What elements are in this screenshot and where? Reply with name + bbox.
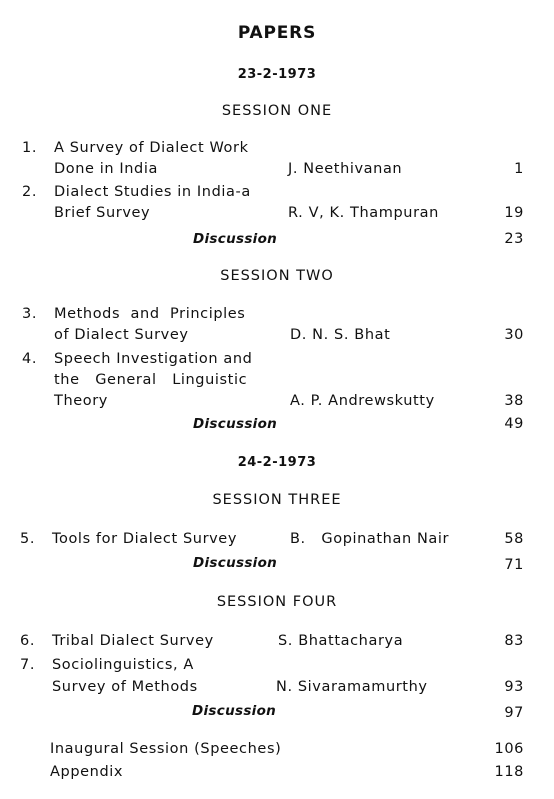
- entry-page-number: 93: [504, 679, 524, 695]
- discussion-label: Discussion: [192, 703, 277, 719]
- entry-title-line: Methods and Principles: [54, 306, 246, 322]
- entry-number: 4.: [22, 351, 38, 367]
- entry-title-line: Speech Investigation and: [54, 351, 253, 367]
- entry-page-number: 83: [504, 633, 524, 649]
- entry-author: B. Gopinathan Nair: [290, 531, 450, 547]
- session-heading: SESSION THREE: [212, 492, 342, 508]
- session-heading: SESSION TWO: [220, 268, 334, 284]
- entry-page-number: 30: [504, 327, 524, 343]
- entry-number: 7.: [20, 657, 36, 673]
- entry-title-line: A Survey of Dialect Work: [54, 140, 249, 156]
- entry-title-line: Brief Survey: [54, 205, 151, 221]
- entry-title-line: Theory: [54, 393, 108, 409]
- back-matter-page-number: 118: [494, 764, 524, 780]
- discussion-label: Discussion: [193, 555, 278, 571]
- entry-author: S. Bhattacharya: [278, 633, 404, 649]
- entry-page-number: 58: [504, 531, 524, 547]
- discussion-page-number: 23: [504, 231, 524, 247]
- session-heading: SESSION ONE: [221, 103, 333, 119]
- session-heading: SESSION FOUR: [216, 594, 338, 610]
- entry-number: 5.: [20, 531, 36, 547]
- entry-title-line: Survey of Methods: [52, 679, 198, 695]
- discussion-page-number: 71: [504, 557, 524, 573]
- discussion-page-number: 49: [504, 416, 524, 432]
- discussion-page-number: 97: [504, 705, 524, 721]
- date-heading: 24-2-1973: [237, 455, 317, 470]
- back-matter-title: Appendix: [50, 764, 124, 780]
- entry-number: 2.: [22, 184, 38, 200]
- entry-title-line: of Dialect Survey: [54, 327, 189, 343]
- entry-page-number: 1: [514, 161, 524, 177]
- entry-title-line: Tools for Dialect Survey: [52, 531, 238, 547]
- entry-title-line: Tribal Dialect Survey: [52, 633, 214, 649]
- entry-number: 3.: [22, 306, 38, 322]
- page-title: PAPERS: [237, 23, 317, 43]
- entry-number: 1.: [22, 140, 38, 156]
- discussion-label: Discussion: [193, 231, 278, 247]
- entry-number: 6.: [20, 633, 36, 649]
- date-heading: 23-2-1973: [237, 67, 317, 82]
- entry-title-line: Dialect Studies in India-a: [54, 184, 251, 200]
- entry-author: D. N. S. Bhat: [290, 327, 391, 343]
- entry-title-line: Done in India: [54, 161, 158, 177]
- entry-page-number: 19: [504, 205, 524, 221]
- discussion-label: Discussion: [193, 416, 278, 432]
- entry-page-number: 38: [504, 393, 524, 409]
- entry-author: R. V, K. Thampuran: [288, 205, 439, 221]
- entry-author: N. Sivaramamurthy: [276, 679, 428, 695]
- entry-author: J. Neethivanan: [288, 161, 403, 177]
- entry-title-line: Sociolinguistics, A: [52, 657, 194, 673]
- back-matter-title: Inaugural Session (Speeches): [50, 741, 282, 757]
- back-matter-page-number: 106: [494, 741, 524, 757]
- entry-title-line: the General Linguistic: [54, 372, 248, 388]
- entry-author: A. P. Andrewskutty: [290, 393, 435, 409]
